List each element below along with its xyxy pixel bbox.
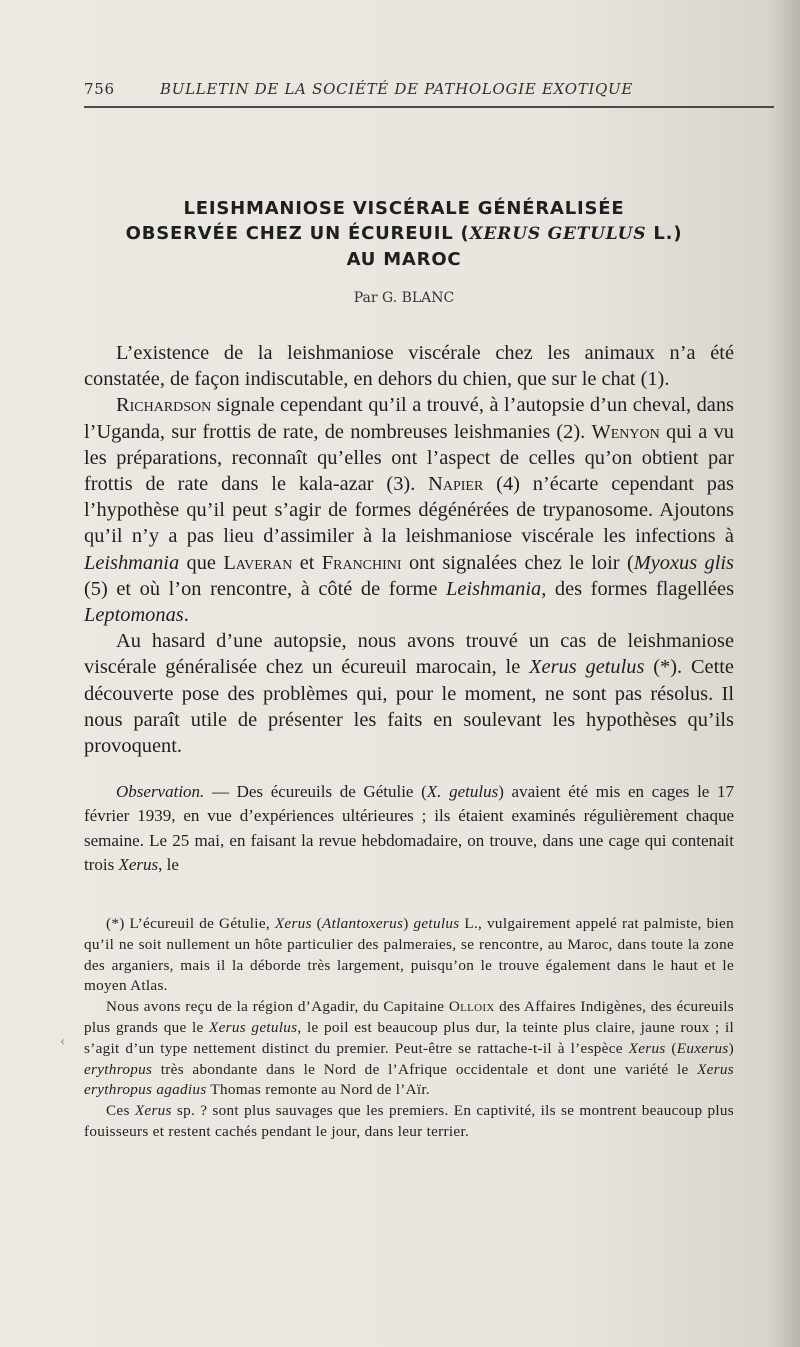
text-run: Thomas remonte au Nord de l’Aïr. [206,1081,431,1099]
author-name: Napier [428,473,484,496]
footnote-paragraph-3 [84,1101,734,1143]
paragraph-2 [84,392,734,628]
text-run: signale cependant qu’il a trouvé, à l’autopsie d’un cheval, dans l’Uganda, sur frottis de rate, de nombreuses leishmanies (2). [84,394,734,443]
author-name: Laveran [223,551,293,574]
text-run: Au hasard d’une autopsie, nous avons trouvé un cas de leishmaniose viscérale généralisée chez un écureuil marocain, le [84,630,734,679]
text-run: que [179,551,224,574]
article-title [84,196,724,272]
author-byline: Par G. BLANC [353,290,455,306]
text-run: ) [403,915,414,932]
text-run: — Des écureuils de Gétulie ( [204,782,427,801]
species-name: X. getulus [426,782,499,801]
text-run: (*). Cette découverte pose des problèmes qui, pour le moment, ne sont pas résolus. Il nous paraît utile de présenter les faits en soulevant les hypothèses qu’ils provoquent. [84,656,734,758]
species-name: Xerus getulus [209,1018,298,1036]
footnote-paragraph-2 [84,997,734,1101]
title-species: XERUS GETULUS [469,224,647,244]
species-name: Xerus [134,1102,172,1120]
journal-title: BULLETIN DE LA SOCIÉTÉ DE PATHOLOGIE EXOTIQUE [160,80,634,98]
species-name: Euxerus [676,1039,729,1057]
text-run: , des formes flagellées [541,577,734,600]
observation-label: Observation. [116,782,205,801]
species-name: Leishmania [84,551,180,574]
title-line-3: AU MAROC [346,249,462,270]
text-run: et [292,551,322,574]
species-name: Leptomonas [84,604,184,627]
text-run: , le poil est beaucoup plus dur, la teinte plus claire, jaune roux ; il s’agit d’un type nettement distinct du premier. Peut-être se rattache-t-il à l’espèce [84,1018,734,1057]
text-run: Nous avons reçu de la région d’Agadir, du Capitaine [106,998,449,1016]
title-line-2-prefix: OBSERVÉE CHEZ UN ÉCUREUIL ( [125,223,470,244]
text-run: des Affaires Indigènes, des écureuils plus grands que le [84,998,734,1036]
species-name: Atlantoxerus [322,915,404,932]
main-text [84,340,734,759]
margin-mark: ‹ [60,1034,66,1050]
title-line-2-suffix: L.) [646,223,683,244]
species-name: Xerus [628,1039,666,1057]
text-run: qui a vu les préparations, reconnaît qu’elles ont l’aspect de celles qu’on obtient par frottis de rate dans le kala-azar (3). [84,420,734,496]
species-name: Xerus [118,855,159,875]
paragraph-1 [84,340,734,392]
text-run: ) avaient été mis en cages le 17 février 1939, en vue d’expériences ultérieures ; ils étaient examinés régulièrement chaque semaine. Le 25 mai, en faisant la revue hebdomadaire, on trouve, dans une cage qui contenait trois [84,782,734,875]
species-name: Xerus erythropus agadius [84,1060,734,1099]
text-run: . [183,604,189,627]
paragraph-1-text: L’existence de la leishmaniose viscérale chez les animaux n’a été constatée, de façon indiscutable, en dehors du chien, que sur le chat (1). [84,342,734,391]
species-name: erythropus [84,1060,153,1078]
observation-paragraph [84,780,734,878]
text-run: sp. ? sont plus sauvages que les premiers. En captivité, ils se montrent beaucoup plus fouisseurs et restent cachés pendant le jour, dans leur terrier. [84,1102,734,1140]
observation-section [84,780,734,878]
species-name: Leishmania [446,577,542,600]
species-name: Xerus [274,915,312,932]
text-run: ( [311,915,323,932]
text-run: (5) et où l’on rencontre, à côté de forme [84,577,447,600]
text-run: Ces [106,1102,135,1120]
author-name: Richardson [116,394,212,417]
text-run: (4) n’écarte cependant pas l’hypothèse qu’il peut s’agir de formes dégénérées de trypanosome. Ajoutons qu’il n’y a pas lieu d’assimiler à la leishmaniose viscérale les infections à [84,473,734,548]
text-run: ) [728,1039,734,1057]
title-line-1: LEISHMANIOSE VISCÉRALE GÉNÉRALISÉE [183,198,625,219]
title-line-2 [84,221,724,247]
species-name: getulus [413,915,460,932]
paragraph-3 [84,628,734,759]
species-name: Myoxus glis [633,551,734,574]
text-run: ont signalées chez le loir ( [401,551,634,574]
running-header [84,80,774,108]
species-name: Xerus getulus [529,656,645,679]
page-number: 756 [84,80,115,98]
person-name: Olloix [448,998,495,1016]
author-name: Wenyon [591,420,660,443]
footnote [84,914,734,1143]
text-run: très abondante dans le Nord de l’Afrique occidentale et dont une variété le [152,1060,698,1078]
text-run: ( [665,1039,677,1057]
text-run: (*) L’écureuil de Gétulie, [106,915,275,932]
text-run: , le [158,855,179,875]
author-name: Franchini [321,551,402,574]
text-run: L., vulgairement appelé rat palmiste, bien qu’il ne soit nullement un hôte particulier des palmeraies, se rencontre, au Maroc, dans toute la zone des arganiers, mais il la déborde très largement, puisqu’on le trouve également dans le haut et le moyen Atlas. [84,915,734,995]
footnote-paragraph-1 [84,914,734,997]
